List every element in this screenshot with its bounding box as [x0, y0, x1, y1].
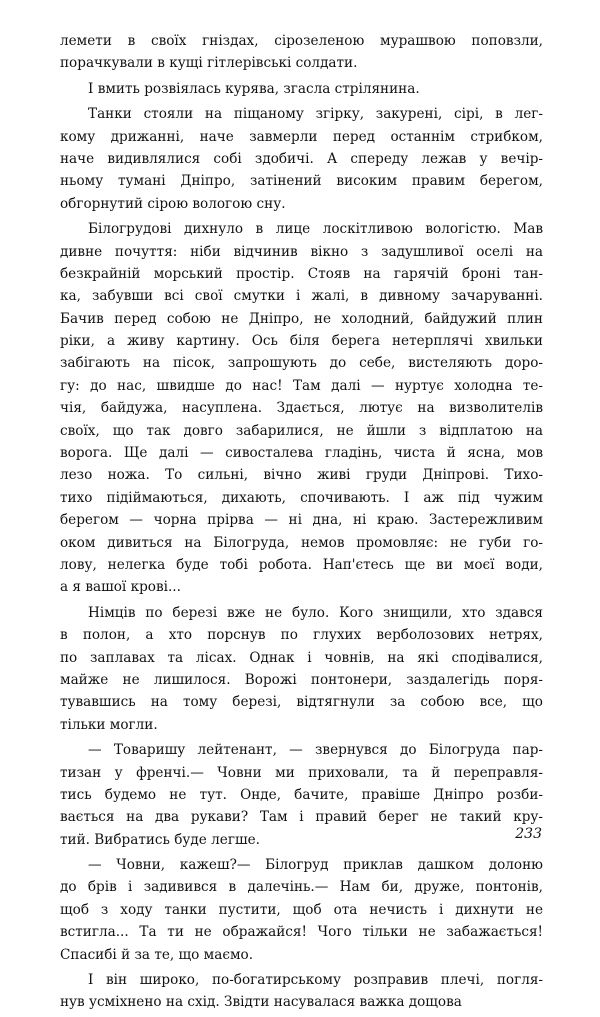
paragraph: [60, 218, 543, 599]
text-line: наче видивлялися собі здобичі. А спереду лежав у вечір-: [60, 150, 543, 167]
text-line: лемети в своїх гніздах, сірозеленою мурашвою поповзли,: [60, 33, 543, 49]
text-line: — Човни, кажеш?— Білогруд приклав дашком долоню: [88, 857, 543, 874]
text-line: Спасибі й за те, що маємо.: [60, 946, 254, 963]
paragraph: [60, 739, 543, 851]
text-line: майже не лишилося. Ворожі понтонери, заздалегідь поря-: [60, 671, 543, 688]
text-line: безкрайній морський простір. Стояв на гарячій броні тан-: [60, 265, 543, 282]
text-line: щоб з ходу танки пустити, щоб ота нечисть і дихнути не: [60, 901, 543, 918]
text-line: а я вашої крові...: [60, 579, 181, 596]
text-line: обгорнутий сірою вологою сну.: [60, 195, 286, 212]
text-line: Танки стояли на піщаному згірку, закурені, сірі, в лег-: [88, 106, 543, 123]
text-line: лову, нелегка буде тобі робота. Нап'єтесь ще ви моєї води,: [60, 556, 543, 573]
text-line: тись будемо не тут. Онде, бачите, правіше Дніпро розби-: [60, 786, 543, 803]
text-line: до брів і задивився в далечінь.— Нам би, друже, понтонів,: [60, 879, 543, 896]
text-line: в полон, а хто порснув по глухих верболозових нетрях,: [60, 627, 543, 644]
text-line: Бачив перед собою не Дніпро, не холодний, байдужий плин: [60, 310, 543, 327]
text-line: Німців по березі вже не було. Кого знищили, хто здався: [88, 604, 543, 621]
paragraph: [60, 103, 543, 215]
text-line: встигла... Та ти не ображайся! Чого тільки не забажається!: [60, 924, 543, 941]
text-line: лезо ножа. То сильні, вічно живі груди Дніпрові. Тихо-: [60, 467, 543, 484]
text-line: дивне почуття: ніби відчинив вікно з задушливої оселі на: [60, 243, 543, 260]
text-line: оком дивиться на Білогруда, немов промовляє: не губи го-: [60, 534, 543, 551]
paragraph: [60, 854, 543, 966]
text-line: ріки, а живу картину. Ось біля берега нетерплячі хвильки: [60, 333, 543, 350]
body-text: [60, 30, 543, 1017]
text-line: тихо підіймаються, дихають, спочивають. І аж під чужим: [60, 489, 543, 506]
text-line: кому дрижанні, наче завмерли перед останнім стрибком,: [60, 128, 543, 145]
text-line: ньому тумані Дніпро, затінений високим правим берегом,: [60, 173, 543, 190]
paragraph: [60, 969, 543, 1014]
text-line: тільки могли.: [60, 716, 158, 733]
text-line: по заплавах та лісах. Однак і човнів, на які сподівалися,: [60, 649, 543, 666]
text-line: ворога. Ще далі — сивосталева гладінь, чиста й ясна, мов: [60, 445, 543, 462]
text-line: тувавшись на тому березі, відтягнули за собою все, що: [60, 694, 543, 711]
text-line: І вмить розвіялась курява, згасла стрілянина.: [88, 80, 420, 97]
text-line: гу: до нас, швидше до нас! Там далі — нуртує холодна те-: [60, 377, 543, 394]
paragraph: [60, 78, 543, 100]
text-line: ка, забувши всі свої смутки і жалі, в дивному зачаруванні.: [60, 288, 543, 305]
text-line: своїх, що так довго забарилися, не йшли з відплатою на: [60, 422, 543, 439]
text-line: тизан у френчі.— Човни ми приховали, та й переправля-: [60, 764, 543, 781]
text-line: тий. Вибратись буде легше.: [60, 831, 260, 848]
text-line: порачкували в кущі гітлерівські солдати.: [60, 55, 358, 72]
text-line: забігають на пісок, запрошують до себе, вистеляють доро-: [60, 355, 543, 372]
text-line: вається на два рукави? Там і правий берег не такий кру-: [60, 809, 543, 826]
text-line: чія, байдужа, насуплена. Здається, лютує на визволителів: [60, 400, 543, 417]
text-line: нув усміхнено на схід. Звідти насувалася важка дощова: [60, 994, 462, 1011]
text-line: І він широко, по-богатирському розправив плечі, погля-: [88, 972, 543, 989]
text-line: — Товаришу лейтенант, — звернувся до Білогруда пар-: [88, 742, 543, 759]
page-number: 233: [515, 826, 542, 842]
paragraph: [60, 602, 543, 736]
text-line: Білогрудові дихнуло в лице лоскітливою вологістю. Мав: [88, 221, 543, 238]
paragraph: [60, 30, 543, 75]
text-line: берегом — чорна прірва — ні дна, ні краю. Застережливим: [60, 512, 543, 529]
